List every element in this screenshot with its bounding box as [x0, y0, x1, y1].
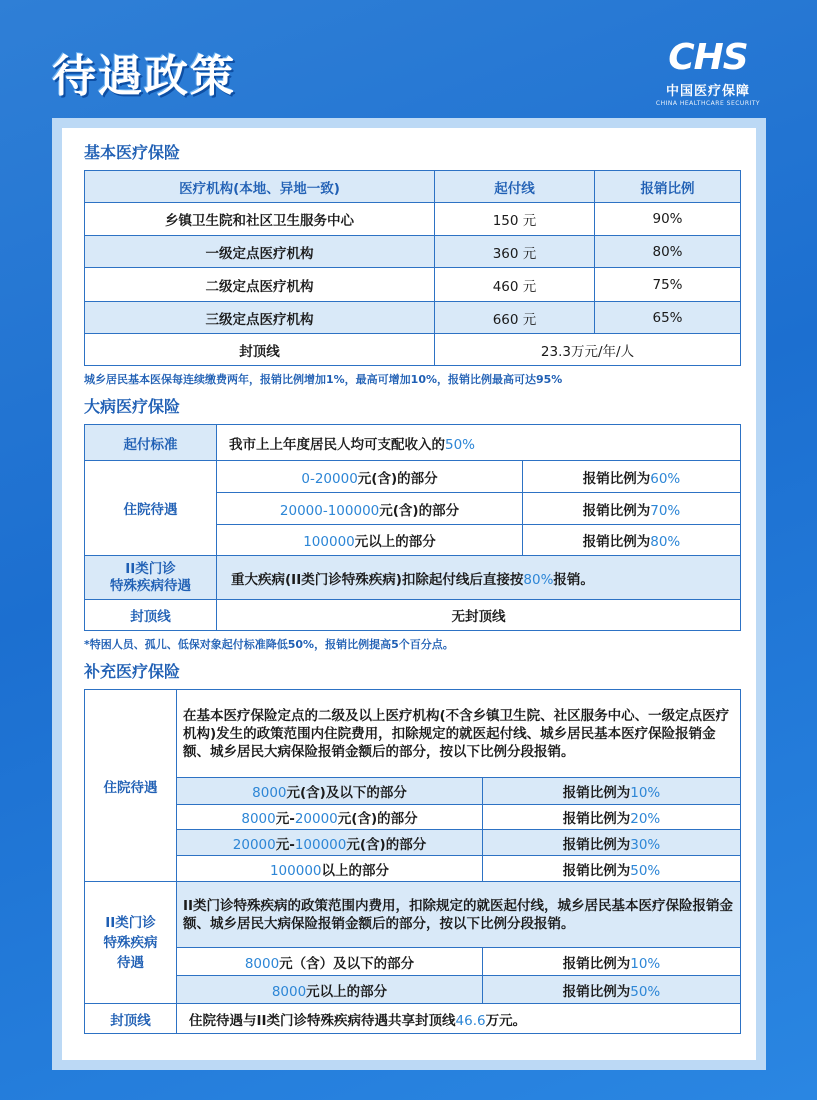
tier-rate-text: 报销比例为: [562, 983, 631, 1000]
tier-desc: 元-: [275, 811, 295, 827]
cap-amount: 46.6: [455, 1012, 486, 1029]
tier-amount: 8000: [241, 811, 276, 827]
tier-desc: 元(含)的部分: [357, 470, 438, 487]
major-section-title: 大病医疗保险: [84, 397, 181, 416]
chs-logo: [653, 38, 763, 107]
tier-desc: 元(含)的部分: [337, 811, 418, 827]
supp-inpatient-label: 住院待遇: [85, 690, 177, 882]
table-row: [85, 268, 741, 302]
special-label-line: II类门诊: [125, 560, 176, 577]
deductible-cell: 660 元: [435, 302, 595, 334]
deductible-cell: 460 元: [435, 268, 595, 302]
tier-desc: 元(含)及以下的部分: [286, 785, 407, 801]
institution-cell: 一级定点医疗机构: [85, 236, 435, 268]
tier-pct: 70%: [650, 502, 681, 519]
special-label-line: 待遇: [117, 954, 144, 971]
rate-cell: 65%: [595, 302, 741, 334]
tier-desc: 元（含）及以下的部分: [279, 955, 415, 972]
tier-amount: 100000: [303, 534, 355, 550]
tier-rate-text: 报销比例为: [582, 502, 651, 519]
tier-amount: 20000-100000: [279, 502, 380, 519]
supp-special-desc: II类门诊特殊疾病的政策范围内费用，扣除规定的就医起付线，城乡居民基本医疗保险报销金额、城乡居民大病保险报销金额后的部分，按以下比例分段报销。: [177, 882, 741, 948]
tier-rate-text: 报销比例为: [562, 862, 631, 879]
tier-range: [177, 948, 483, 976]
cap-value: 无封顶线: [217, 600, 741, 631]
tier-rate-text: 报销比例为: [562, 955, 631, 972]
tier-desc: 元(含)的部分: [379, 502, 460, 519]
tier-rate-text: 报销比例为: [582, 470, 651, 487]
cap-label: 封顶线: [85, 1004, 177, 1034]
major-table: [84, 424, 741, 631]
tier-amount: 8000: [244, 955, 280, 972]
tier-range: [177, 830, 483, 856]
tier-rate: [483, 976, 741, 1004]
tier-pct: 10%: [630, 955, 661, 972]
tier-rate: [483, 830, 741, 856]
tier-rate-text: 报销比例为: [562, 836, 631, 853]
tier-pct: 50%: [630, 862, 661, 879]
special-label-line: 特殊疾病: [103, 934, 158, 951]
tier-rate: [483, 856, 741, 882]
table-row: [85, 302, 741, 334]
tier-range: [217, 493, 523, 525]
tier-range: [177, 805, 483, 830]
supp-section-title: 补充医疗保险: [84, 662, 181, 681]
cap-value: 23.3万元/年/人: [435, 334, 741, 366]
tier-pct: 60%: [650, 470, 681, 487]
tier-amount: 100000: [269, 862, 322, 879]
basic-header-deductible: 起付线: [435, 171, 595, 203]
institution-cell: 二级定点医疗机构: [85, 268, 435, 302]
tier-desc: 元(含)的部分: [346, 836, 427, 853]
cap-label: 封顶线: [85, 600, 217, 631]
special-text: 重大疾病(II类门诊特殊疾病)扣除起付线后直接按: [231, 571, 524, 588]
basic-header-rate: 报销比例: [595, 171, 741, 203]
logo-cn: 中国医疗保障: [665, 84, 750, 99]
rate-cell: 75%: [595, 268, 741, 302]
tier-desc: 元-: [275, 836, 295, 853]
deductible-value: [217, 425, 741, 461]
special-text-end: 报销。: [553, 571, 594, 588]
tier-rate: [483, 948, 741, 976]
table-row: [85, 334, 741, 366]
tier-range: [177, 976, 483, 1004]
page-title: 待遇政策: [52, 51, 236, 102]
tier-rate-text: 报销比例为: [582, 534, 651, 550]
logo-mark: CHS: [668, 37, 748, 78]
deductible-label: 起付标准: [85, 425, 217, 461]
special-label-line: II类门诊: [105, 914, 156, 931]
tier-pct: 50%: [630, 983, 661, 1000]
cap-text: 住院待遇与II类门诊特殊疾病待遇共享封顶线: [189, 1012, 456, 1029]
table-row: [85, 236, 741, 268]
tier-rate: [483, 805, 741, 830]
tier-amount: 20000: [232, 836, 276, 853]
tier-pct: 20%: [630, 811, 661, 827]
tier-rate-text: 报销比例为: [562, 811, 631, 827]
cap-text-end: 万元。: [485, 1012, 527, 1029]
tier-amount: 20000: [294, 811, 338, 827]
special-label: [85, 556, 217, 600]
tier-amount: 0-20000: [301, 470, 358, 487]
rate-cell: 90%: [595, 203, 741, 236]
logo-en: CHINA HEALTHCARE SECURITY: [655, 100, 761, 107]
tier-range: [217, 525, 523, 556]
special-pct: 80%: [523, 571, 554, 588]
deductible-cell: 360 元: [435, 236, 595, 268]
tier-amount: 100000: [294, 836, 347, 853]
supp-inpatient-desc: 在基本医疗保险定点的二级及以上医疗机构(不含乡镇卫生院、社区服务中心、一级定点医疗机构)发生的政策范围内住院费用，扣除规定的就医起付线、城乡居民基本医疗保险报销金额、城乡居民大病保险报销金额后的部分，按以下比例分段报销。: [177, 690, 741, 778]
cap-label: 封顶线: [85, 334, 435, 366]
supp-special-label: [85, 882, 177, 1004]
rate-cell: 80%: [595, 236, 741, 268]
deductible-text: 我市上上年度居民人均可支配收入的: [229, 436, 445, 453]
special-label-line: 特殊疾病待遇: [110, 577, 191, 594]
tier-pct: 80%: [650, 534, 681, 550]
tier-desc: 元以上的部分: [354, 534, 436, 550]
tier-pct: 10%: [630, 785, 661, 801]
card-inner: [84, 142, 740, 1034]
inpatient-label: 住院待遇: [85, 461, 217, 556]
basic-header-institution: 医疗机构(本地、异地一致): [85, 171, 435, 203]
supp-cap-value: [177, 1004, 741, 1034]
deductible-pct: 50%: [445, 436, 476, 453]
tier-range: [177, 778, 483, 805]
basic-note: 城乡居民基本医保每连续缴费两年，报销比例增加1%，最高可增加10%，报销比例最高可达95%: [84, 373, 563, 386]
major-note: *特困人员、孤儿、低保对象起付标准降低50%，报销比例提高5个百分点。: [84, 638, 454, 651]
tier-amount: 8000: [271, 983, 307, 1000]
policy-card: [52, 118, 766, 1070]
basic-table: [84, 170, 741, 366]
tier-range: [217, 461, 523, 493]
tier-desc: 元以上的部分: [306, 983, 388, 1000]
tier-range: [177, 856, 483, 882]
tier-rate: [483, 778, 741, 805]
tier-desc: 以上的部分: [321, 862, 390, 879]
institution-cell: 三级定点医疗机构: [85, 302, 435, 334]
tier-pct: 30%: [630, 836, 661, 853]
tier-rate: [523, 493, 741, 525]
deductible-cell: 150 元: [435, 203, 595, 236]
tier-amount: 8000: [252, 785, 287, 801]
basic-section-title: 基本医疗保险: [84, 143, 181, 162]
supp-table: [84, 689, 741, 1034]
tier-rate: [523, 461, 741, 493]
special-value: [217, 556, 741, 600]
tier-rate: [523, 525, 741, 556]
table-row: [85, 203, 741, 236]
institution-cell: 乡镇卫生院和社区卫生服务中心: [85, 203, 435, 236]
tier-rate-text: 报销比例为: [562, 785, 631, 801]
